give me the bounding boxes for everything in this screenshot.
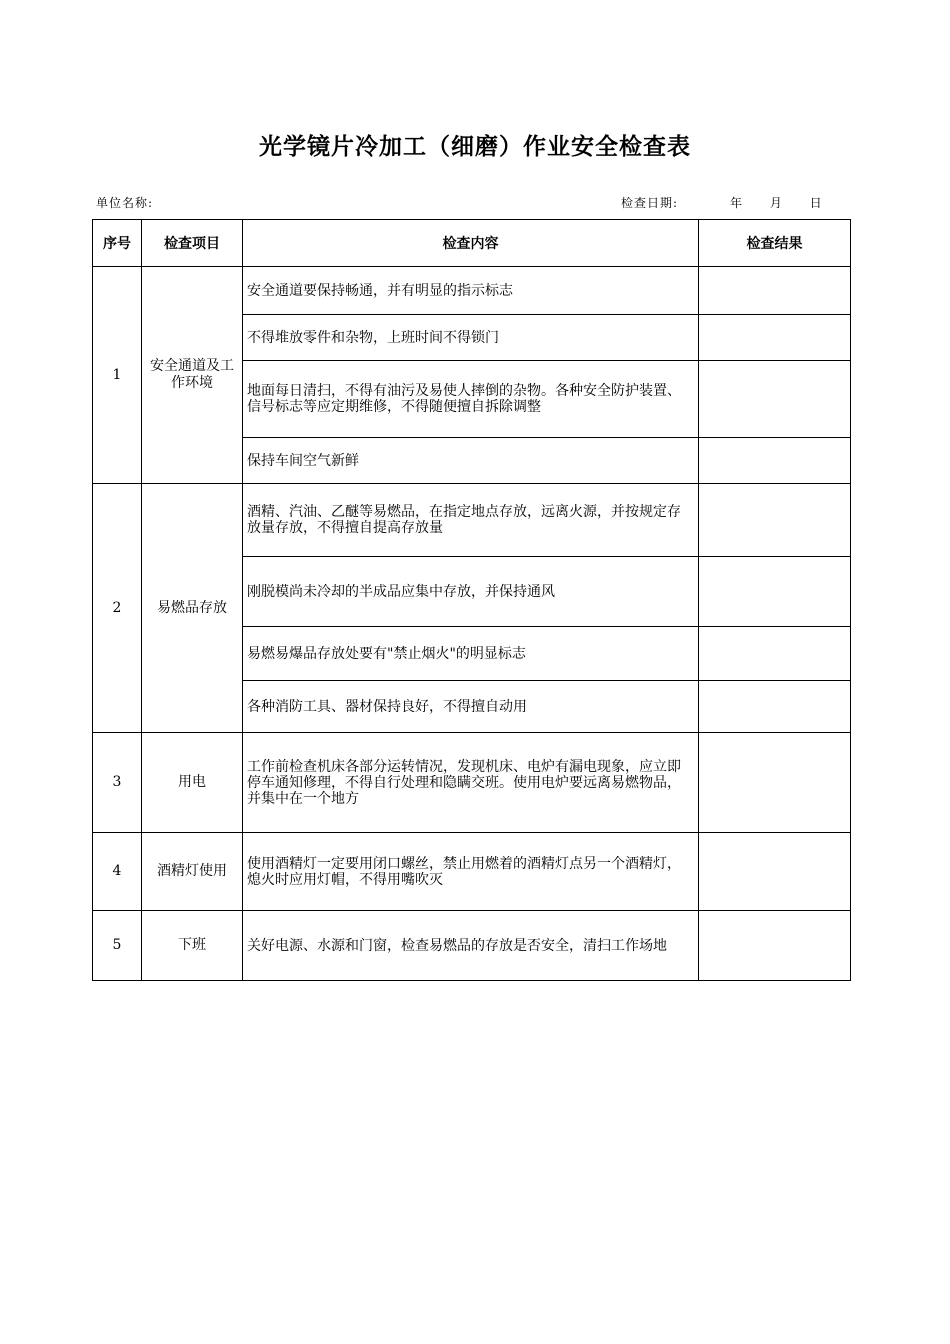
result-cell[interactable] xyxy=(699,484,851,557)
item-label: 酒精灯使用 xyxy=(157,863,227,879)
inspection-table xyxy=(92,219,851,981)
result-cell[interactable] xyxy=(699,833,851,911)
seq-cell: 5 xyxy=(93,911,142,981)
item-label: 安全通道及工作环境 xyxy=(150,358,234,391)
table-row xyxy=(93,833,851,911)
item-cell xyxy=(142,733,243,833)
table-row xyxy=(93,484,851,557)
result-cell[interactable] xyxy=(699,315,851,361)
content-cell: 易燃易爆品存放处要有"禁止烟火"的明显标志 xyxy=(243,627,699,681)
content-cell: 工作前检查机床各部分运转情况，发现机床、电炉有漏电现象，应立即停车通知修理，不得自行处理和隐瞒交班。使用电炉要远离易燃物品，并集中在一个地方 xyxy=(243,733,699,833)
item-cell xyxy=(142,833,243,911)
item-label: 下班 xyxy=(178,937,206,953)
table-row xyxy=(93,911,851,981)
header-result: 检查结果 xyxy=(699,220,851,267)
result-cell[interactable] xyxy=(699,438,851,484)
item-cell xyxy=(142,911,243,981)
item-label: 易燃品存放 xyxy=(157,599,227,616)
check-date-label: 检查日期: xyxy=(621,196,679,210)
unit-name-label: 单位名称: xyxy=(96,196,154,210)
result-cell[interactable] xyxy=(699,733,851,833)
content-cell: 使用酒精灯一定要用闭口螺丝，禁止用燃着的酒精灯点另一个酒精灯，熄火时应用灯帽，不得用嘴吹灭 xyxy=(243,833,699,911)
seq-cell: 1 xyxy=(93,267,142,484)
table-row xyxy=(93,267,851,315)
content-cell: 各种消防工具、器材保持良好，不得擅自动用 xyxy=(243,681,699,733)
item-label: 用电 xyxy=(178,774,206,790)
content-cell: 刚脱模尚未冷却的半成品应集中存放，并保持通风 xyxy=(243,557,699,627)
table-header-row xyxy=(93,220,851,267)
result-cell[interactable] xyxy=(699,911,851,981)
header-content: 检查内容 xyxy=(243,220,699,267)
table-row xyxy=(93,733,851,833)
result-cell[interactable] xyxy=(699,267,851,315)
seq-cell: 3 xyxy=(93,733,142,833)
item-cell xyxy=(142,267,243,484)
header-item: 检查项目 xyxy=(142,220,243,267)
content-cell: 不得堆放零件和杂物，上班时间不得锁门 xyxy=(243,315,699,361)
content-cell: 保持车间空气新鲜 xyxy=(243,438,699,484)
check-date-units: 年 月 日 xyxy=(730,196,823,210)
content-cell: 关好电源、水源和门窗，检查易燃品的存放是否安全，清扫工作场地 xyxy=(243,911,699,981)
result-cell[interactable] xyxy=(699,557,851,627)
seq-cell: 4 xyxy=(93,833,142,911)
page-title: 光学镜片冷加工（细磨）作业安全检查表 xyxy=(259,134,691,160)
seq-cell: 2 xyxy=(93,484,142,733)
item-cell xyxy=(142,484,243,733)
content-cell: 酒精、汽油、乙醚等易燃品，在指定地点存放，远离火源，并按规定存放量存放，不得擅自提高存放量 xyxy=(243,484,699,557)
content-cell: 地面每日清扫，不得有油污及易使人摔倒的杂物。各种安全防护装置、信号标志等应定期维修，不得随便擅自拆除调整 xyxy=(243,361,699,438)
content-cell: 安全通道要保持畅通，并有明显的指示标志 xyxy=(243,267,699,315)
result-cell[interactable] xyxy=(699,681,851,733)
result-cell[interactable] xyxy=(699,361,851,438)
header-seq: 序号 xyxy=(93,220,142,267)
result-cell[interactable] xyxy=(699,627,851,681)
